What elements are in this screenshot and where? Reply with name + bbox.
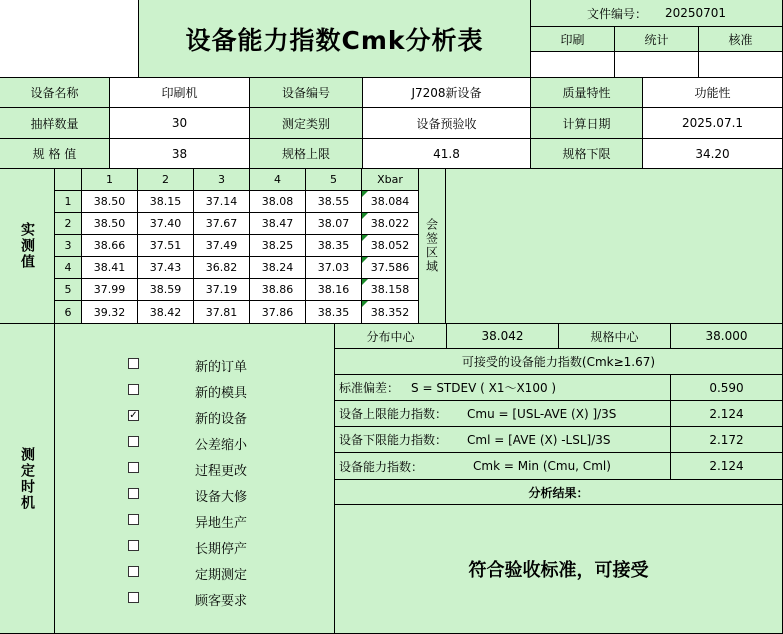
sign-cell-approve[interactable] (699, 52, 783, 78)
measurement-section-label: 实测值 (0, 169, 55, 324)
row-index: 5 (55, 279, 82, 301)
measurement-cell[interactable]: 37.43 (138, 257, 194, 279)
xbar-cell: 38.158 (362, 279, 419, 301)
timing-checkbox[interactable] (128, 488, 139, 499)
measurement-cell[interactable]: 38.35 (306, 235, 362, 257)
result-label: 分析结果： (335, 480, 783, 505)
cmu-row (335, 401, 671, 427)
measurement-cell[interactable]: 38.50 (82, 191, 138, 213)
measure-type-value[interactable]: 设备预验收 (363, 108, 531, 139)
measurement-cell[interactable]: 38.47 (250, 213, 306, 235)
cml-value: 2.172 (671, 427, 783, 453)
dist-center-label: 分布中心 (335, 324, 447, 349)
timing-checkbox[interactable]: ✓ (129, 410, 138, 421)
sign-header-stats: 统计 (615, 27, 699, 52)
sign-cell-print[interactable] (531, 52, 615, 78)
timing-section-label: 测定时机 (0, 324, 55, 634)
measure-type-label: 测定类别 (250, 108, 363, 139)
col-header-4: 4 (250, 169, 306, 191)
measurement-cell[interactable]: 38.66 (82, 235, 138, 257)
row-index: 1 (55, 191, 82, 213)
timing-checkbox[interactable] (128, 592, 139, 603)
timing-option-label: 顾客要求 (195, 594, 248, 609)
usl-label: 规格上限 (250, 139, 363, 169)
measurement-cell[interactable]: 38.35 (306, 301, 362, 324)
cmu-label: 设备上限能力指数： (339, 407, 448, 421)
timing-option-label: 定期测定 (195, 568, 248, 583)
stdev-row (335, 375, 671, 401)
analysis-result: 符合验收标准，可接受 (335, 505, 783, 634)
device-no-label: 设备编号 (250, 78, 363, 108)
measurement-cell[interactable]: 37.99 (82, 279, 138, 301)
doc-number-label: 文件编号： (586, 6, 647, 21)
measurement-cell[interactable]: 37.81 (194, 301, 250, 324)
measurement-cell[interactable]: 37.51 (138, 235, 194, 257)
row-index: 2 (55, 213, 82, 235)
stdev-formula: S = STDEV ( X1～X100 ) (411, 381, 557, 395)
page-title: 设备能力指数Cmk分析表 (139, 0, 531, 78)
sign-header-print: 印刷 (531, 27, 615, 52)
stdev-label: 标准偏差： (339, 381, 400, 395)
quality-value[interactable]: 功能性 (643, 78, 783, 108)
lsl-value[interactable]: 34.20 (643, 139, 783, 169)
col-header-3: 3 (194, 169, 250, 191)
xbar-cell: 37.586 (362, 257, 419, 279)
stdev-value: 0.590 (671, 375, 783, 401)
xbar-cell: 38.022 (362, 213, 419, 235)
cmk-label: 设备能力指数： (339, 459, 424, 474)
doc-number-row (531, 0, 783, 27)
measurement-cell[interactable]: 38.42 (138, 301, 194, 324)
timing-option-label: 设备大修 (195, 490, 248, 505)
row-index: 3 (55, 235, 82, 257)
measurement-cell[interactable]: 38.55 (306, 191, 362, 213)
measurement-cell[interactable]: 38.59 (138, 279, 194, 301)
cml-formula: Cml = [AVE (X) -LSL]/3S (467, 432, 611, 447)
spec-center-label: 规格中心 (559, 324, 671, 349)
quality-label: 质量特性 (531, 78, 643, 108)
device-name-value[interactable]: 印刷机 (110, 78, 250, 108)
sign-area-label: 会签区域 (419, 169, 446, 324)
measurement-cell[interactable]: 37.14 (194, 191, 250, 213)
cml-label: 设备下限能力指数： (339, 433, 448, 447)
timing-checkbox[interactable] (128, 384, 139, 395)
sign-header-approve: 核准 (699, 27, 783, 52)
lsl-label: 规格下限 (531, 139, 643, 169)
timing-checkbox[interactable] (128, 514, 139, 525)
timing-checkbox[interactable] (128, 540, 139, 551)
timing-option-label: 公差缩小 (195, 438, 248, 453)
doc-number: 20250701 (664, 6, 727, 20)
measurement-cell[interactable]: 38.25 (250, 235, 306, 257)
sample-value[interactable]: 30 (110, 108, 250, 139)
xbar-cell: 38.084 (362, 191, 419, 213)
device-name-label: 设备名称 (0, 78, 110, 108)
col-header-5: 5 (306, 169, 362, 191)
row-index: 4 (55, 257, 82, 279)
dist-center-value: 38.042 (447, 324, 559, 349)
xbar-cell: 38.352 (362, 301, 419, 324)
col-header-1: 1 (82, 169, 138, 191)
timing-option-label: 长期停产 (195, 542, 248, 557)
sign-area[interactable] (446, 169, 783, 324)
measurement-cell[interactable]: 37.03 (306, 257, 362, 279)
measurement-cell[interactable]: 37.86 (250, 301, 306, 324)
measurement-cell[interactable]: 38.08 (250, 191, 306, 213)
measurement-cell[interactable]: 38.07 (306, 213, 362, 235)
measurement-cell[interactable]: 38.41 (82, 257, 138, 279)
measurement-cell[interactable]: 38.50 (82, 213, 138, 235)
measurement-cell[interactable]: 39.32 (82, 301, 138, 324)
xbar-cell: 38.052 (362, 235, 419, 257)
sample-label: 抽样数量 (0, 108, 110, 139)
cmu-value: 2.124 (671, 401, 783, 427)
timing-checkbox[interactable] (128, 462, 139, 473)
timing-checkbox[interactable] (128, 436, 139, 447)
timing-checkbox[interactable] (128, 566, 139, 577)
cmk-formula: Cmk = Min (Cmu, Cml) (473, 459, 611, 473)
cmu-formula: Cmu = [USL-AVE (X) ]/3S (467, 406, 617, 421)
cmk-value: 2.124 (671, 453, 783, 480)
measurement-cell[interactable]: 36.82 (194, 257, 250, 279)
calc-date-label: 计算日期 (531, 108, 643, 139)
measurement-cell[interactable]: 37.49 (194, 235, 250, 257)
timing-option-label: 新的订单 (195, 360, 248, 375)
measurement-cell[interactable]: 38.86 (250, 279, 306, 301)
spec-center-value: 38.000 (671, 324, 783, 349)
measurement-cell[interactable]: 38.16 (306, 279, 362, 301)
measurement-corner (55, 169, 82, 191)
col-header-xbar: Xbar (362, 169, 419, 191)
timing-option-label: 异地生产 (195, 516, 248, 531)
cmk-row (335, 453, 671, 480)
timing-option-label: 新的模具 (195, 386, 248, 401)
logo-area (0, 0, 139, 78)
cml-row (335, 427, 671, 453)
measurement-cell[interactable]: 37.67 (194, 213, 250, 235)
timing-option-label: 新的设备 (195, 412, 248, 427)
measurement-cell[interactable]: 37.40 (138, 213, 194, 235)
sign-cell-stats[interactable] (615, 52, 699, 78)
calc-date-value[interactable]: 2025.07.1 (643, 108, 783, 139)
measurement-cell[interactable]: 38.15 (138, 191, 194, 213)
spec-label: 规 格 值 (0, 139, 110, 169)
col-header-2: 2 (138, 169, 194, 191)
measurement-cell[interactable]: 38.24 (250, 257, 306, 279)
acceptable-cmk-note: 可接受的设备能力指数(Cmk≥1.67) (335, 349, 783, 375)
timing-option-label: 过程更改 (195, 464, 248, 479)
row-index: 6 (55, 301, 82, 324)
usl-value[interactable]: 41.8 (363, 139, 531, 169)
measurement-cell[interactable]: 37.19 (194, 279, 250, 301)
device-no-value[interactable]: J7208新设备 (363, 78, 531, 108)
timing-checkbox[interactable] (128, 358, 139, 369)
spec-value[interactable]: 38 (110, 139, 250, 169)
